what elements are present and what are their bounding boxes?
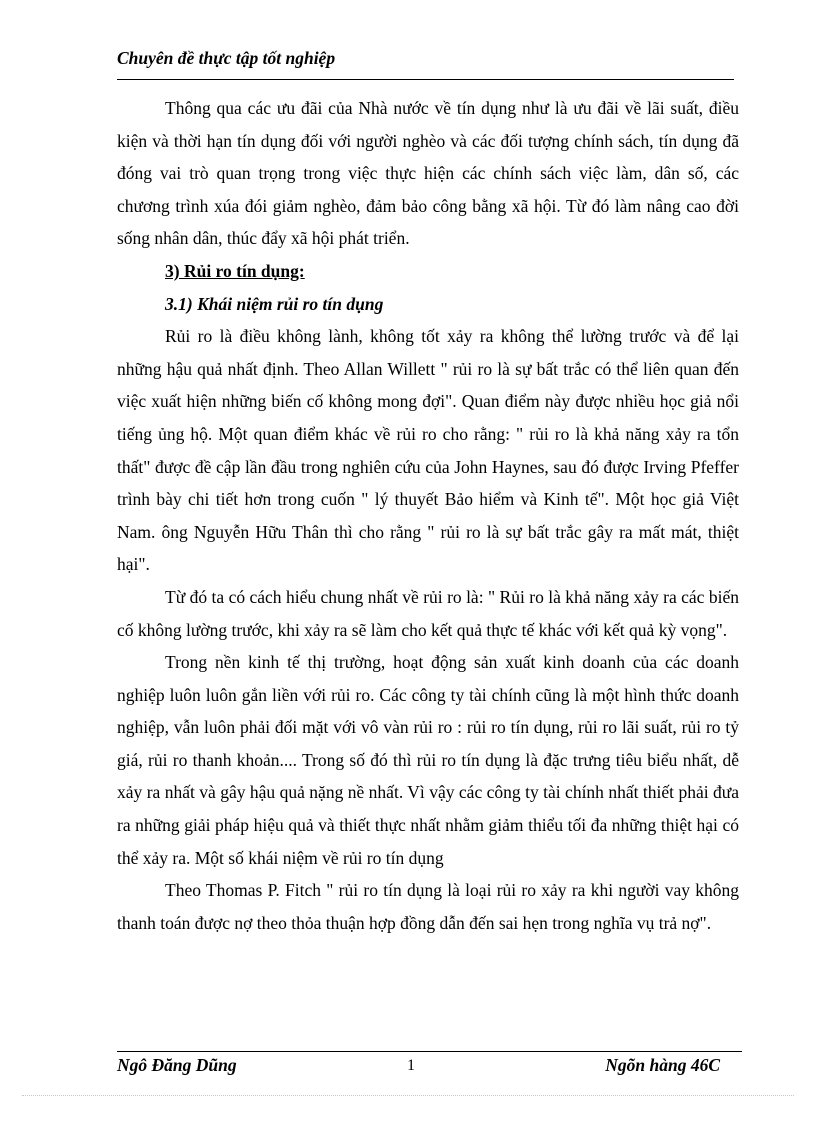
footer-class-name: Ngõn hàng 46C <box>605 1055 720 1075</box>
page-bottom-dotted-border <box>22 1095 794 1096</box>
footer-author: Ngô Đăng Dũng <box>117 1055 237 1075</box>
paragraph-credit-policy: Thông qua các ưu đãi của Nhà nước về tín dụng như là ưu đãi về lãi suất, điều kiện và thời hạn tín dụng đối với người nghèo và các đối tượng chính sách, tín dụng đã đóng vai trò quan trọng trong việc thực hiện các chính sách việc làm, dân số, các chương trình xúa đói giảm nghèo, đảm bảo công bằng xã hội. Từ đó làm nâng cao đời sống nhân dân, thúc đẩy xã hội phát triển. <box>117 98 739 249</box>
header-divider <box>117 79 734 80</box>
footer-divider <box>117 1051 742 1052</box>
subsection-heading-credit-risk-concept: 3.1) Khái niệm rủi ro tín dụng <box>165 293 384 314</box>
document-body <box>117 92 739 939</box>
paragraph-market-economy-risks: Trong nền kinh tế thị trường, hoạt động sản xuất kinh doanh của các doanh nghiệp luôn luôn gắn liền với rủi ro. Các công ty tài chính cũng là một hình thức doanh nghiệp, vẫn luôn phải đối mặt với vô vàn rủi ro : rủi ro tín dụng, rủi ro lãi suất, rủi ro tỷ giá, rủi ro thanh khoản.... Trong số đó thì rủi ro tín dụng là đặc trưng tiêu biểu nhất, dễ xảy ra nhất và gây hậu quả nặng nề nhất. Vì vậy các công ty tài chính nhất thiết phải đưa ra những giải pháp hiệu quả và thiết thực nhất nhằm giảm thiểu tối đa những thiệt hại có thể xảy ra. Một số khái niệm về rủi ro tín dụng <box>117 652 739 868</box>
paragraph-risk-general-understanding: Từ đó ta có cách hiểu chung nhất về rủi ro là: " Rủi ro là khả năng xảy ra các biến cố không lường trước, khi xảy ra sẽ làm cho kết quả thực tế khác với kết quả kỳ vọng". <box>117 586 739 640</box>
page-header-title: Chuyên đề thực tập tốt nghiệp <box>117 48 336 68</box>
paragraph-risk-definitions: Rủi ro là điều không lành, không tốt xảy ra không thể lường trước và để lại những hậu quả nhất định. Theo Allan Willett " rủi ro là sự bất trắc có thể liên quan đến việc xuất hiện những biến cố không mong đợi". Quan điểm này được nhiều học giả nổi tiếng ủng hộ. Một quan điểm khác về rủi ro cho rằng: " rủi ro là khả năng xảy ra tổn thất" được đề cập lần đầu trong nghiên cứu của John Haynes, sau đó được Irving Pfeffer trình bày chi tiết hơn trong cuốn " lý thuyết Bảo hiểm và Kinh tế". Một học giả Việt Nam. ông Nguyễn Hữu Thân thì cho rằng " rủi ro là sự bất trắc gây ra mất mát, thiệt hại". <box>117 326 739 575</box>
section-heading-credit-risk: 3) Rủi ro tín dụng: <box>165 260 305 281</box>
paragraph-thomas-fitch-definition: Theo Thomas P. Fitch " rủi ro tín dụng là loại rủi ro xảy ra khi người vay không thanh toán được nợ theo thỏa thuận hợp đồng dẫn đến sai hẹn trong nghĩa vụ trả nợ". <box>117 880 739 933</box>
page-number: 1 <box>407 1057 415 1074</box>
